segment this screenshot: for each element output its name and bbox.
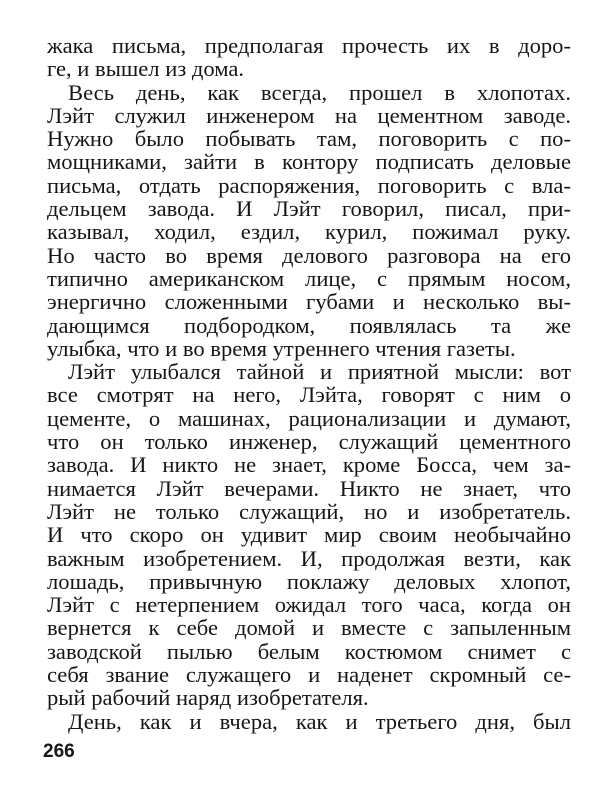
text-line: ге, и вышел из дома. xyxy=(47,56,245,82)
text-line: нимается Лэйт вечерами. Никто не знает, что xyxy=(47,475,571,501)
text-line: рый рабочий наряд изобретателя. xyxy=(47,685,369,711)
text-line: Нужно было побывать там, поговорить с по- xyxy=(47,126,571,152)
text-line: типично американском лице, с прямым носом, xyxy=(47,265,571,291)
text-line: письма, отдать распоряжения, поговорить с вла- xyxy=(47,172,571,198)
text-line: дающимся подбородком, появлялась та же xyxy=(47,312,571,338)
text-line: Но часто во время делового разговора на его xyxy=(47,242,571,268)
text-line: Лэйт с нетерпением ожидал того часа, когда он xyxy=(47,592,571,618)
text-line: Лэйт служил инженером на цементном заводе. xyxy=(47,102,571,128)
text-line: дельцем завода. И Лэйт говорил, писал, при- xyxy=(47,196,571,222)
paragraph-start-line: Весь день, как всегда, прошел в хлопотах. xyxy=(68,79,571,105)
text-line: лошадь, привычную поклажу деловых хлопот, xyxy=(47,568,571,594)
page-number: 266 xyxy=(43,741,75,762)
text-line: энергично сложенными губами и несколько вы- xyxy=(47,289,571,315)
text-line: все смотрят на него, Лэйта, говорят с ним о xyxy=(47,382,571,408)
text-line: что он только инженер, служащий цементного xyxy=(47,429,571,455)
text-line: мощниками, зайти в контору подписать деловые xyxy=(47,149,571,175)
text-line: жака письма, предполагая прочесть их в доро- xyxy=(47,33,571,58)
text-line: Лэйт не только служащий, но и изобретатель. xyxy=(47,498,571,524)
text-line: важным изобретением. И, продолжая везти, как xyxy=(47,545,571,571)
text-line: себя звание служащего и наденет скромный се- xyxy=(47,662,571,688)
text-line: заводской пылью белым костюмом снимет с xyxy=(47,638,571,664)
body-text xyxy=(47,34,571,733)
text-line: И что скоро он удивит мир своим необычайно xyxy=(47,522,571,548)
paragraph-start-line: Лэйт улыбался тайной и приятной мысли: вот xyxy=(68,359,571,385)
text-line: завода. И никто не знает, кроме Босса, чем за- xyxy=(47,452,571,478)
text-line: улыбка, что и во время утреннего чтения газеты. xyxy=(47,335,516,361)
text-line: цементе, о машинах, рационализации и думают, xyxy=(47,405,571,431)
text-line: вернется к себе домой и вместе с запыленным xyxy=(47,615,571,641)
text-line: казывал, ходил, ездил, курил, пожимал руку. xyxy=(47,219,571,245)
paragraph-start-line: День, как и вчера, как и третьего дня, был xyxy=(68,708,571,734)
